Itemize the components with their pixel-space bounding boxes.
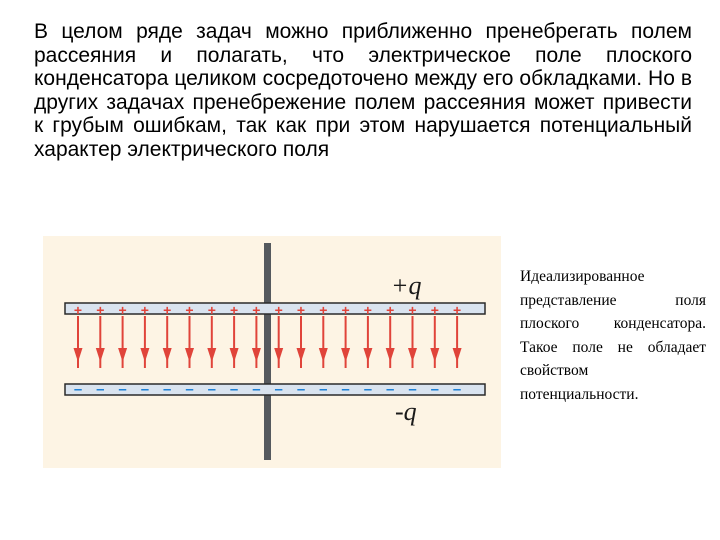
field-arrowhead	[207, 348, 216, 362]
field-arrowhead	[185, 348, 194, 362]
field-arrowhead	[118, 348, 127, 362]
minus-sign: –	[207, 381, 216, 398]
plus-sign: +	[163, 302, 172, 318]
field-arrowhead	[319, 348, 328, 362]
field-arrowhead	[96, 348, 105, 362]
plus-sign: +	[252, 302, 261, 318]
plus-sign: +	[408, 302, 417, 318]
minus-sign: –	[252, 381, 261, 398]
field-arrowhead	[230, 348, 239, 362]
plus-sign: +	[96, 302, 105, 318]
field-arrowhead	[341, 348, 350, 362]
minus-sign: –	[296, 381, 306, 398]
capacitor-figure	[43, 236, 501, 468]
field-arrowhead	[74, 348, 83, 362]
minus-sign: –	[163, 381, 172, 398]
field-arrowhead	[274, 348, 283, 362]
field-arrowhead	[140, 348, 149, 362]
field-arrowhead	[430, 348, 439, 362]
minus-sign: –	[386, 381, 395, 398]
minus-sign: –	[118, 381, 127, 398]
field-arrowhead	[163, 348, 172, 362]
plus-sign: +	[296, 302, 306, 318]
plus-sign: +	[319, 302, 328, 318]
minus-sign: –	[96, 381, 105, 398]
field-arrowhead	[297, 348, 306, 362]
plus-sign: +	[73, 302, 83, 318]
minus-sign: –	[363, 381, 373, 398]
plus-sign: +	[341, 302, 350, 318]
plus-sign: +	[274, 302, 283, 318]
plus-sign: +	[430, 302, 439, 318]
bottom-charge-label: -q	[395, 397, 417, 426]
minus-sign: –	[430, 381, 439, 398]
figure-caption: Идеализированное представление поля плоского конденсатора. Такое поле не обладает свойством потенциальности.	[520, 268, 706, 403]
field-arrowhead	[252, 348, 261, 362]
plus-sign: +	[207, 302, 216, 318]
plus-sign: +	[185, 302, 194, 318]
field-arrowhead	[363, 348, 372, 362]
plus-sign: +	[118, 302, 127, 318]
capacitor-diagram	[43, 236, 501, 468]
minus-sign: –	[408, 381, 417, 398]
minus-sign: –	[452, 381, 462, 398]
minus-sign: –	[274, 381, 283, 398]
minus-sign: –	[319, 381, 328, 398]
minus-sign: –	[73, 381, 83, 398]
plus-sign: +	[453, 302, 462, 318]
plus-sign: +	[386, 302, 395, 318]
main-text: В целом ряде задач можно приближенно пренебрегать полем рассеяния и полагать, что электрическое поле плоского конденсатора целиком сосредоточено между его обкладками. Но в других задачах пренебрежение полем рассеяния может привести к грубым ошибкам, так как при этом нарушается потенциальный характер электрического поля	[34, 20, 692, 161]
minus-sign: –	[229, 381, 239, 398]
plus-sign: +	[140, 302, 149, 318]
minus-sign: –	[140, 381, 150, 398]
center-post	[264, 243, 271, 460]
minus-sign: –	[185, 381, 194, 398]
field-arrowhead	[386, 348, 395, 362]
top-charge-label: +q	[391, 271, 422, 300]
minus-sign: –	[341, 381, 350, 398]
plus-sign: +	[363, 302, 372, 318]
plus-sign: +	[230, 302, 239, 318]
field-arrowhead	[408, 348, 417, 362]
field-arrowhead	[453, 348, 462, 362]
